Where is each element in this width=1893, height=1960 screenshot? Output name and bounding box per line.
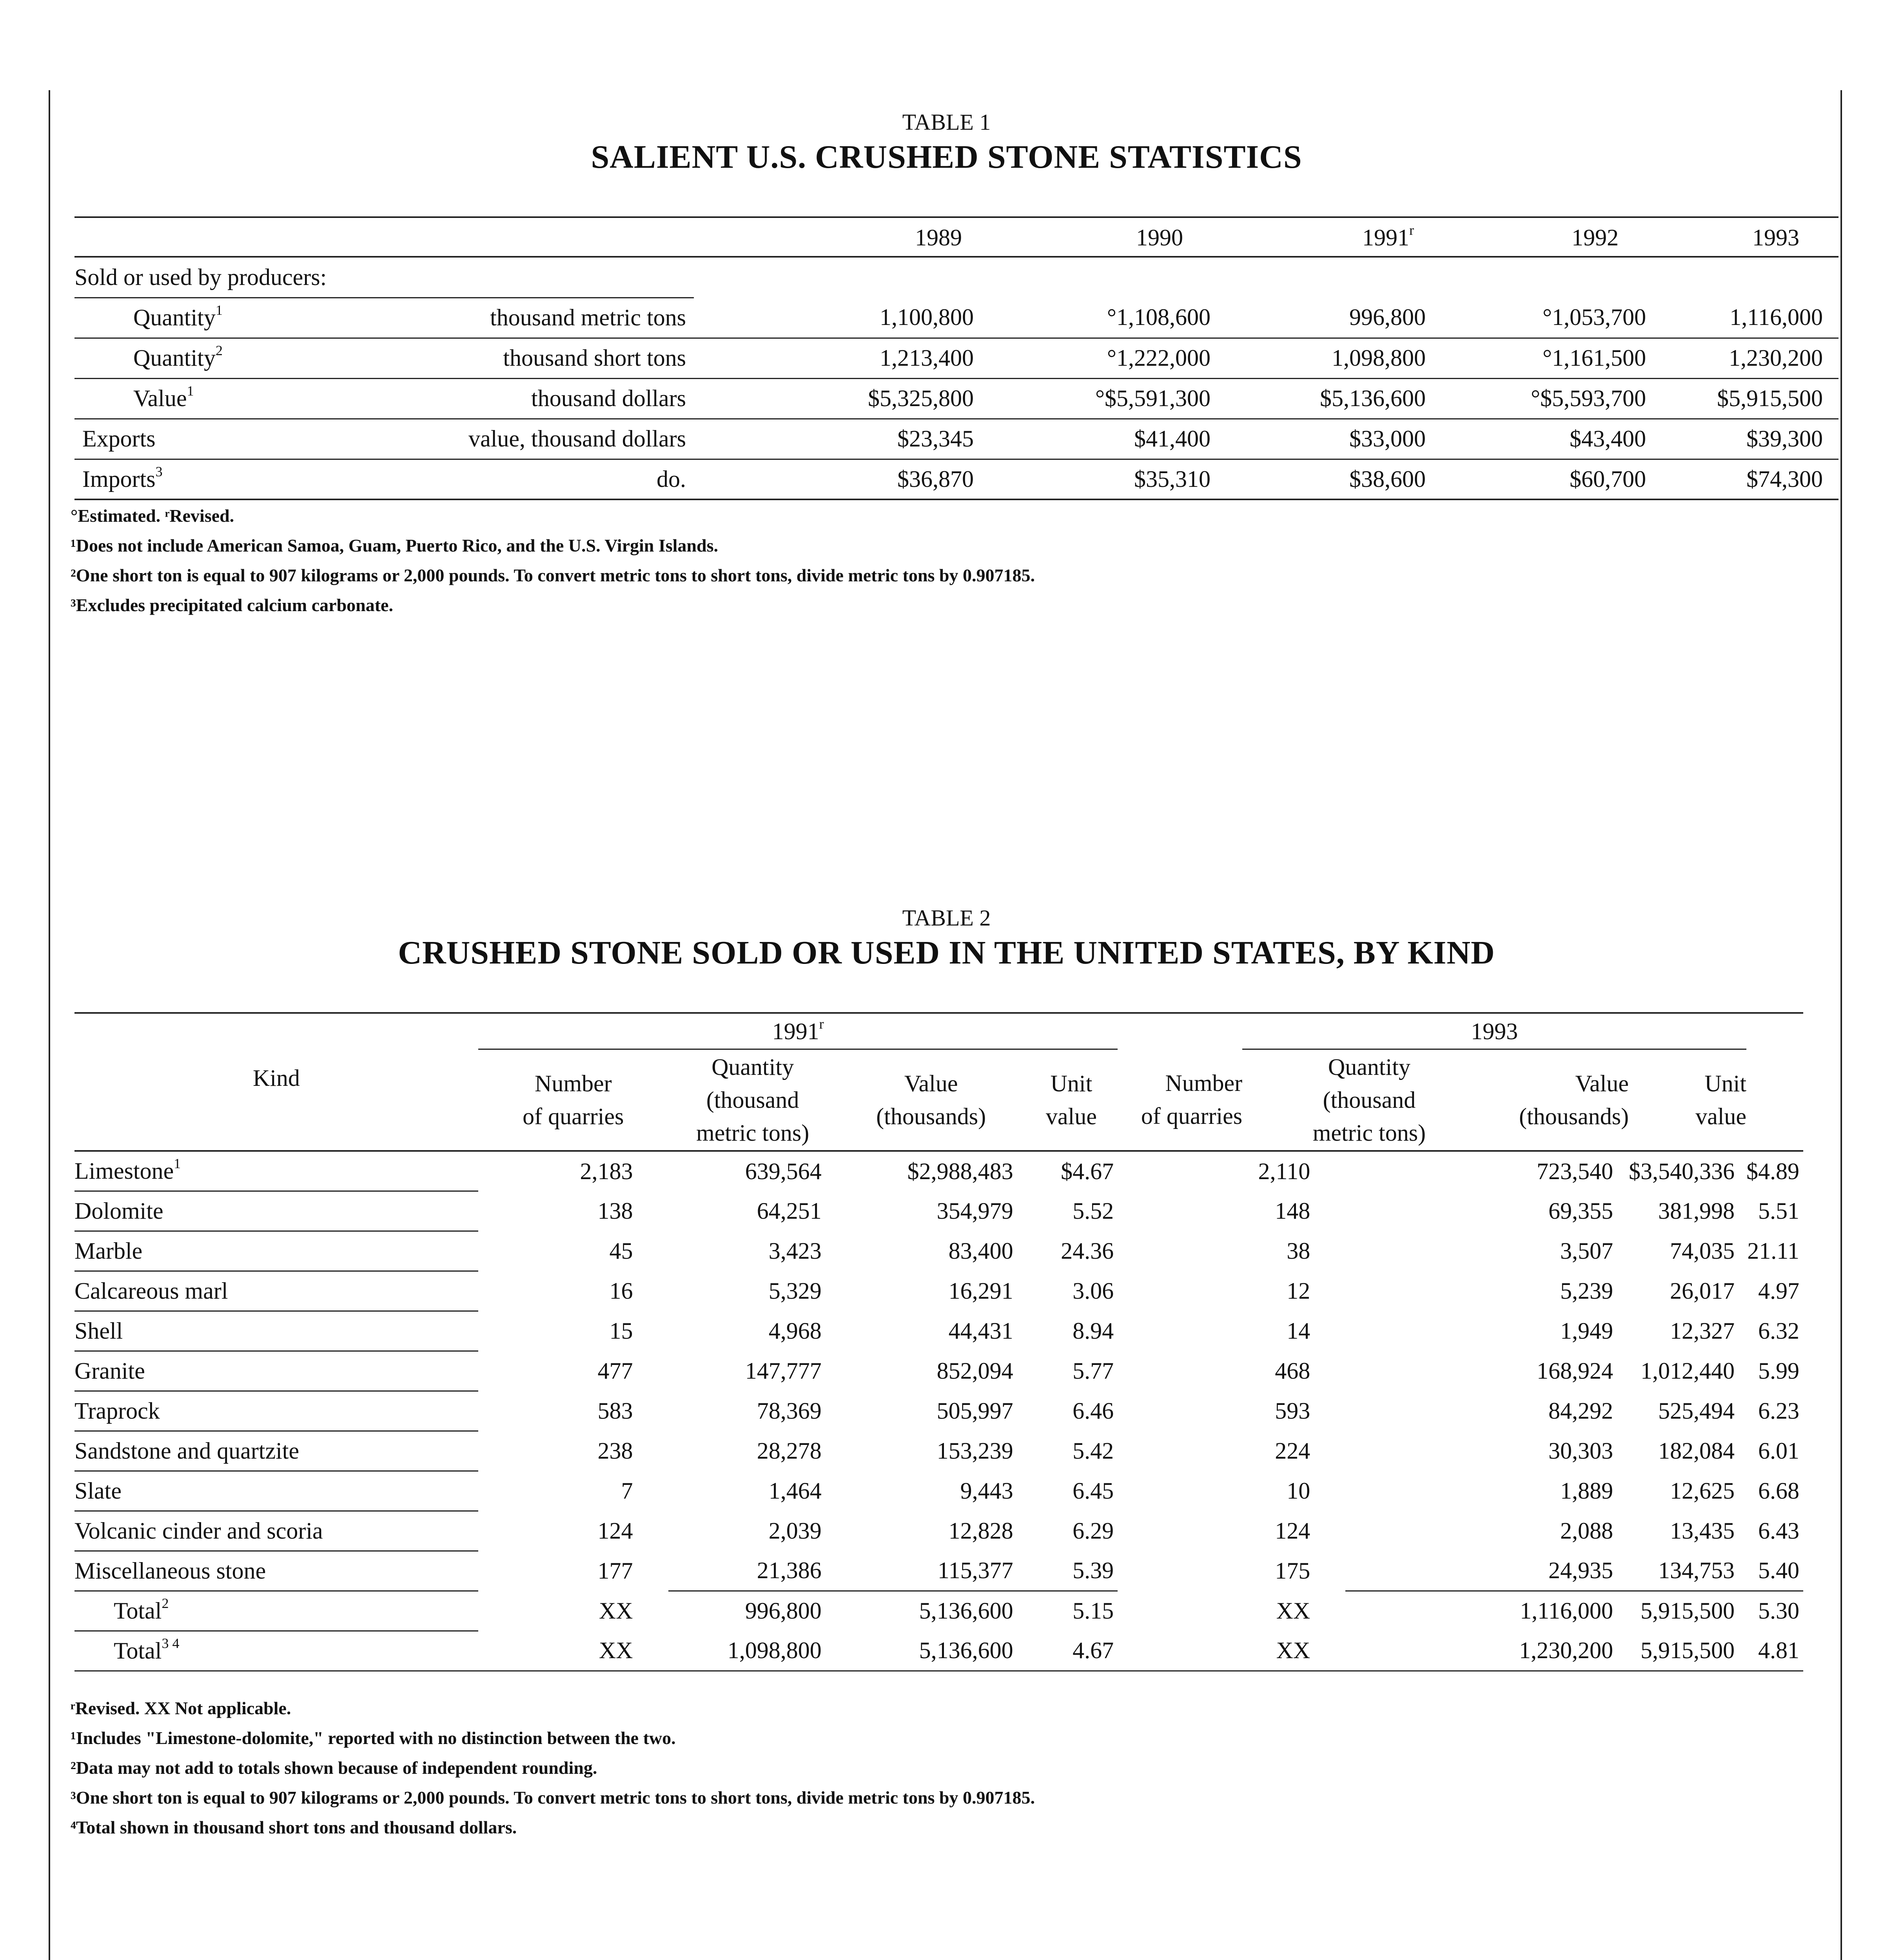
cell: 168,924: [1536, 1357, 1613, 1384]
cell: 7: [621, 1477, 633, 1504]
cell: 2,039: [768, 1517, 822, 1544]
footnote: ³Excludes precipitated calcium carbonate.: [71, 595, 393, 615]
cell: 1,949: [1560, 1318, 1613, 1344]
cell: 2,183: [580, 1158, 633, 1184]
cell: 6.46: [1073, 1397, 1114, 1424]
table2-title: CRUSHED STONE SOLD OR USED IN THE UNITED STATES, BY KIND: [398, 935, 1495, 971]
cell: 996,800: [1349, 304, 1426, 330]
cell: 21,386: [757, 1557, 822, 1583]
cell: 5,136,600: [919, 1637, 1013, 1663]
cell: 3,507: [1560, 1238, 1613, 1264]
kind-label: Miscellaneous stone: [74, 1551, 478, 1591]
cell: 24,935: [1548, 1557, 1613, 1583]
col-header-unit-value: Unit value: [1695, 1070, 1746, 1129]
cell: 723,540: [1536, 1158, 1613, 1184]
cell: 1,889: [1560, 1477, 1613, 1504]
cell: XX: [1276, 1637, 1310, 1663]
cell: 84,292: [1548, 1397, 1613, 1424]
kind-label: Total$^{3 4}$: [74, 1631, 478, 1671]
cell: 6.45: [1073, 1477, 1114, 1504]
table-row: [74, 1431, 1803, 1471]
cell: 12,625: [1670, 1477, 1735, 1504]
cell: °$5,593,700: [1531, 385, 1646, 411]
cell: 14: [1287, 1318, 1310, 1344]
cell: °$5,591,300: [1095, 385, 1211, 411]
cell: 1,116,000: [1730, 304, 1823, 330]
cell: 5.77: [1073, 1357, 1114, 1384]
cell: 1,098,800: [1332, 345, 1426, 371]
cell: 16: [609, 1278, 633, 1304]
cell: °1,108,600: [1107, 304, 1211, 330]
total-row: [74, 1631, 1803, 1671]
cell: 224: [1275, 1437, 1310, 1464]
table-row: [74, 1271, 1803, 1311]
table-row: [74, 1551, 1803, 1591]
cell: 2,088: [1560, 1517, 1613, 1544]
cell: 147,777: [745, 1357, 822, 1384]
cell: 1,098,800: [727, 1637, 822, 1663]
cell: $60,700: [1570, 466, 1646, 492]
footnote: ¹Includes "Limestone-dolomite," reported with no distinction between the two.: [71, 1728, 676, 1748]
cell: 16,291: [948, 1278, 1013, 1304]
cell: 1,012,440: [1641, 1357, 1735, 1384]
cell: 30,303: [1548, 1437, 1613, 1464]
table-row: [74, 459, 1839, 499]
year-header: 1990: [1136, 225, 1183, 250]
cell: 4.81: [1758, 1637, 1799, 1663]
cell: 639,564: [745, 1158, 822, 1184]
year-header: 1991$^r$: [1362, 222, 1414, 250]
table-row: [74, 378, 1839, 419]
table2: [74, 1014, 1803, 1671]
kind-label: Calcareous marl: [74, 1271, 478, 1311]
cell: 2,110: [1258, 1158, 1310, 1184]
cell: °1,222,000: [1107, 345, 1211, 371]
cell: 354,979: [937, 1198, 1013, 1224]
cell: 5.42: [1073, 1437, 1114, 1464]
col-header-number: Number of quarries: [1141, 1070, 1243, 1129]
kind-label: Limestone$^1$: [74, 1151, 478, 1191]
cell: 4.97: [1758, 1278, 1799, 1304]
table-row: [74, 1231, 1803, 1271]
cell: 4,968: [768, 1318, 822, 1344]
col-header-value: Value (thousands): [876, 1070, 986, 1129]
cell: 69,355: [1548, 1198, 1613, 1224]
row-label: Imports$^3$: [82, 463, 163, 492]
cell: 15: [609, 1318, 633, 1344]
row-unit: thousand short tons: [503, 345, 686, 371]
footnote: ⁴Total shown in thousand short tons and thousand dollars.: [71, 1817, 517, 1837]
cell: $2,988,483: [907, 1158, 1013, 1184]
year-header: 1992: [1572, 225, 1619, 250]
cell: XX: [1276, 1597, 1310, 1624]
cell: 996,800: [668, 1591, 837, 1631]
row-unit: value, thousand dollars: [468, 426, 686, 452]
cell: 477: [597, 1357, 633, 1384]
cell: 1,116,000: [1345, 1591, 1629, 1631]
cell: 148: [1275, 1198, 1310, 1224]
cell: 5,239: [1560, 1278, 1613, 1304]
cell: 182,084: [1658, 1437, 1735, 1464]
table1-label: TABLE 1: [902, 109, 991, 135]
cell: 38: [1287, 1238, 1310, 1264]
table-row: [74, 298, 1839, 338]
cell: XX: [599, 1637, 633, 1663]
cell: $35,310: [1134, 466, 1211, 492]
cell: 83,400: [948, 1238, 1013, 1264]
cell: 5.30: [1746, 1591, 1803, 1631]
left-margin-rule: [49, 90, 50, 1960]
col-header-number: Number of quarries: [523, 1070, 624, 1129]
cell: 74,035: [1670, 1238, 1735, 1264]
cell: 5,136,600: [837, 1591, 1025, 1631]
row-label: Value$^1$: [133, 383, 194, 411]
cell: 6.43: [1758, 1517, 1799, 1544]
cell: $5,915,500: [1717, 385, 1823, 411]
cell: 44,431: [948, 1318, 1013, 1344]
col-header-quantity: Quantity (thousand metric tons): [1312, 1054, 1426, 1146]
cell: 468: [1275, 1357, 1310, 1384]
table2-body: [74, 1151, 1803, 1671]
cell: 138: [597, 1198, 633, 1224]
cell: °1,053,700: [1543, 304, 1646, 330]
kind-label: Marble: [74, 1231, 478, 1271]
section-label: Sold or used by producers:: [74, 264, 327, 290]
kind-label: Traprock: [74, 1391, 478, 1431]
cell: 9,443: [960, 1477, 1013, 1504]
year-header: 1993: [1752, 225, 1799, 250]
cell: $4.67: [1061, 1158, 1114, 1184]
cell: 5.52: [1073, 1198, 1114, 1224]
kind-label: Dolomite: [74, 1191, 478, 1231]
cell: 153,239: [937, 1437, 1013, 1464]
cell: $33,000: [1349, 426, 1426, 452]
cell: 64,251: [757, 1198, 822, 1224]
table1-top-rule: [74, 216, 1839, 218]
footnote: ²One short ton is equal to 907 kilograms or 2,000 pounds. To convert metric tons to short tons, divide metric tons by 0.907185.: [71, 565, 1035, 585]
cell: 6.32: [1758, 1318, 1799, 1344]
cell: 12: [1287, 1278, 1310, 1304]
cell: 124: [597, 1517, 633, 1544]
table1: [74, 220, 1839, 500]
cell: 1,464: [768, 1477, 822, 1504]
table-row: [74, 1151, 1803, 1191]
group-header-1993: 1993: [1242, 1014, 1746, 1049]
cell: 1,213,400: [880, 345, 974, 371]
cell: 26,017: [1670, 1278, 1735, 1304]
cell: 134,753: [1658, 1557, 1735, 1583]
table-row: [74, 419, 1839, 459]
cell: 1,100,800: [880, 304, 974, 330]
footnote: ²Data may not add to totals shown because of independent rounding.: [71, 1758, 597, 1778]
cell: 3,423: [768, 1238, 822, 1264]
total-row: [74, 1591, 1803, 1631]
cell: 28,278: [757, 1437, 822, 1464]
row-label: Quantity$^2$: [133, 343, 223, 371]
table-row: [74, 1471, 1803, 1511]
footnote: ¹Does not include American Samoa, Guam, Puerto Rico, and the U.S. Virgin Islands.: [71, 535, 719, 555]
col-header-value: Value (thousands): [1519, 1070, 1629, 1129]
kind-label: Sandstone and quartzite: [74, 1431, 478, 1471]
row-unit: thousand metric tons: [372, 298, 694, 338]
footnote: ³One short ton is equal to 907 kilograms or 2,000 pounds. To convert metric tons to short tons, divide metric tons by 0.907185.: [71, 1788, 1035, 1808]
col-header-unit-value: Unit value: [1045, 1070, 1097, 1129]
cell: 6.01: [1758, 1437, 1799, 1464]
cell: 24.36: [1061, 1238, 1114, 1264]
year-header: 1989: [915, 225, 962, 250]
cell: 177: [597, 1557, 633, 1584]
cell: 12,828: [948, 1517, 1013, 1544]
cell: $43,400: [1570, 426, 1646, 452]
cell: 3.06: [1073, 1278, 1114, 1304]
cell: $5,325,800: [868, 385, 974, 411]
cell: 21.11: [1747, 1238, 1799, 1264]
kind-label: Shell: [74, 1311, 478, 1351]
row-unit: thousand dollars: [531, 385, 686, 411]
table-row: [74, 1311, 1803, 1351]
kind-header: Kind: [253, 1065, 300, 1091]
kind-label: Volcanic cinder and scoria: [74, 1511, 478, 1551]
cell: 5,915,500: [1629, 1591, 1746, 1631]
cell: 1,230,200: [1519, 1637, 1613, 1663]
cell: 13,435: [1670, 1517, 1735, 1544]
cell: 45: [609, 1238, 633, 1264]
cell: 6.29: [1073, 1517, 1114, 1544]
kind-label: Total$^2$: [74, 1591, 478, 1631]
cell: 5.40: [1758, 1557, 1799, 1583]
table1-title: SALIENT U.S. CRUSHED STONE STATISTICS: [591, 139, 1302, 175]
table-row: [74, 338, 1839, 378]
cell: $39,300: [1746, 426, 1823, 452]
cell: 5.51: [1758, 1198, 1799, 1224]
cell: $36,870: [897, 466, 974, 492]
cell: 6.68: [1758, 1477, 1799, 1504]
cell: $5,136,600: [1320, 385, 1426, 411]
col-header-quantity: Quantity (thousand metric tons): [696, 1054, 809, 1146]
cell: 238: [597, 1437, 633, 1464]
cell: 12,327: [1670, 1318, 1735, 1344]
cell: 583: [597, 1397, 633, 1424]
table-row: [74, 1351, 1803, 1391]
group-header-1991: 1991$^r$: [478, 1014, 1118, 1049]
table-row: [74, 1391, 1803, 1431]
cell: 124: [1275, 1517, 1310, 1544]
footnote: ʳRevised. XX Not applicable.: [71, 1698, 291, 1718]
cell: 381,998: [1658, 1198, 1735, 1224]
cell: 852,094: [937, 1357, 1013, 1384]
table1-footnotes: [71, 501, 1035, 620]
cell: 505,997: [937, 1397, 1013, 1424]
cell: 175: [1275, 1557, 1310, 1584]
cell: 115,377: [937, 1557, 1013, 1583]
kind-label: Slate: [74, 1471, 478, 1511]
cell: $3,540,336: [1629, 1158, 1735, 1184]
kind-label: Granite: [74, 1351, 478, 1391]
cell: 5.15: [1025, 1591, 1118, 1631]
footnote: °Estimated. ʳRevised.: [71, 506, 234, 526]
cell: 10: [1287, 1477, 1310, 1504]
cell: $4.89: [1746, 1158, 1799, 1184]
cell: $38,600: [1349, 466, 1426, 492]
cell: 5,329: [768, 1278, 822, 1304]
cell: XX: [599, 1597, 633, 1624]
row-label: Quantity$^1$: [74, 298, 372, 338]
cell: 593: [1275, 1397, 1310, 1424]
table-row: [74, 1511, 1803, 1551]
cell: 6.23: [1758, 1397, 1799, 1424]
cell: 5.99: [1758, 1357, 1799, 1384]
cell: 4.67: [1073, 1637, 1114, 1663]
cell: 5,915,500: [1641, 1637, 1735, 1663]
cell: $23,345: [897, 426, 974, 452]
cell: 525,494: [1658, 1397, 1735, 1424]
table2-footnotes: [71, 1693, 1035, 1842]
table2-top-rule: [74, 1012, 1803, 1014]
right-margin-rule: [1840, 90, 1842, 1960]
row-label: Exports: [82, 426, 156, 452]
cell: °1,161,500: [1543, 345, 1646, 371]
cell: 8.94: [1073, 1318, 1114, 1344]
cell: 78,369: [757, 1397, 822, 1424]
cell: $74,300: [1746, 466, 1823, 492]
cell: 5.39: [1073, 1557, 1114, 1583]
table2-label: TABLE 2: [902, 905, 991, 931]
cell: $41,400: [1134, 426, 1211, 452]
table-row: [74, 1191, 1803, 1231]
cell: 1,230,200: [1729, 345, 1823, 371]
row-unit: do.: [657, 466, 686, 492]
